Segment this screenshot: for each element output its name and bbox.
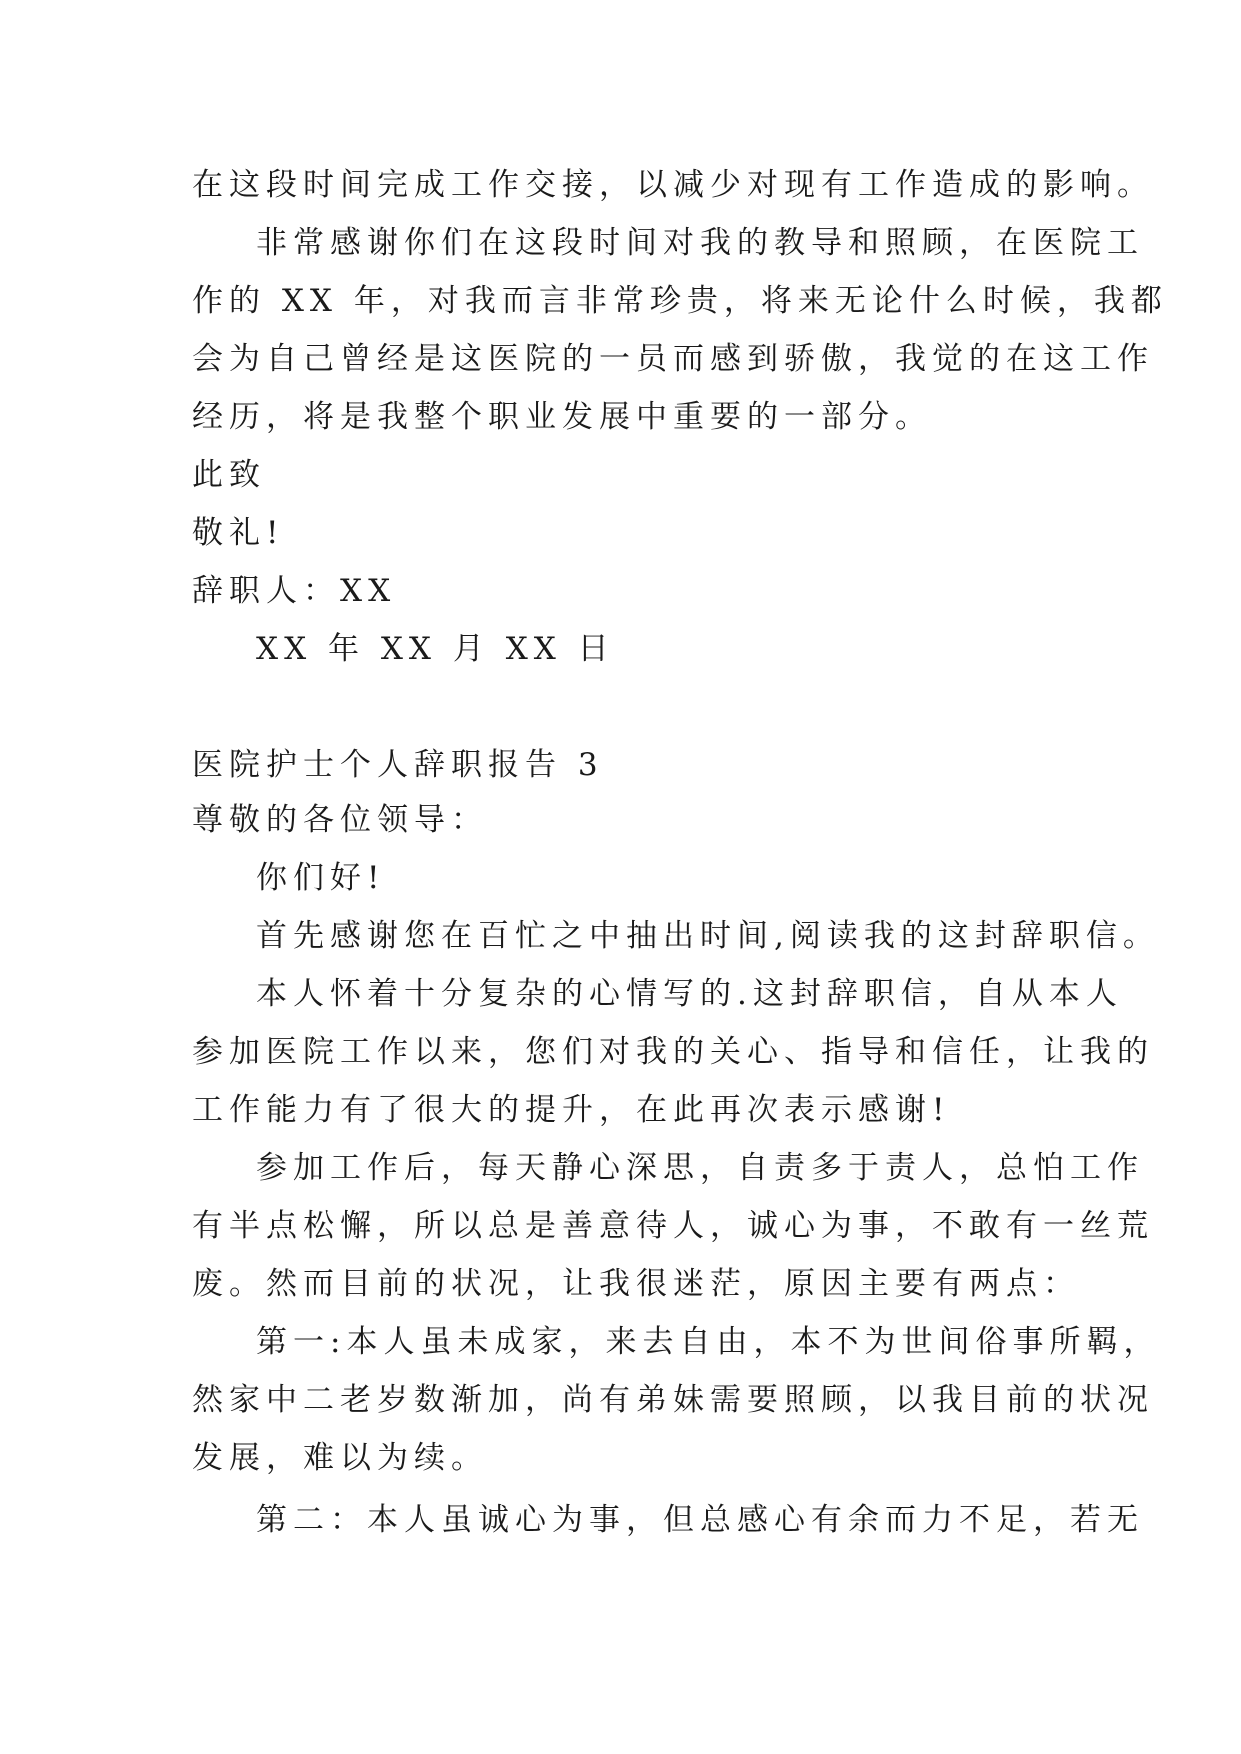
- date-line: XX 年 XX 月 XX 日: [256, 631, 615, 667]
- signature-line: 辞职人：XX: [192, 573, 397, 609]
- paragraph-line: 会为自己曾经是这医院的一员而感到骄傲，我觉的在这工作: [192, 341, 1154, 377]
- paragraph-line: 首先感谢您在百忙之中抽出时间,阅读我的这封辞职信。: [256, 918, 1160, 954]
- closing-salutation: 此致: [192, 457, 266, 493]
- paragraph-line: 废。然而目前的状况，让我很迷茫，原因主要有两点：: [192, 1266, 1080, 1302]
- paragraph-line: 在这段时间完成工作交接，以减少对现有工作造成的影响。: [192, 167, 1154, 203]
- opening-line: 你们好!: [256, 860, 386, 896]
- paragraph-line: 第二：本人虽诚心为事，但总感心有余而力不足，若无: [256, 1502, 1144, 1538]
- paragraph-line: 本人怀着十分复杂的心情写的.这封辞职信，自从本人: [256, 976, 1123, 1012]
- closing-regards: 敬礼!: [192, 515, 285, 551]
- paragraph-line: 非常感谢你们在这段时间对我的教导和照顾，在医院工: [256, 225, 1144, 261]
- paragraph-line: 经历，将是我整个职业发展中重要的一部分。: [192, 399, 932, 435]
- paragraph-line: 参加医院工作以来，您们对我的关心、指导和信任，让我的: [192, 1034, 1154, 1070]
- paragraph-line: 有半点松懈，所以总是善意待人，诚心为事，不敢有一丝荒: [192, 1208, 1154, 1244]
- paragraph-line: 作的 XX 年，对我而言非常珍贵，将来无论什么时候，我都: [192, 283, 1168, 319]
- paragraph-line: 第一:本人虽未成家，来去自由，本不为世间俗事所羁，: [256, 1324, 1161, 1360]
- paragraph-line: 工作能力有了很大的提升，在此再次表示感谢!: [192, 1092, 951, 1128]
- paragraph-line: 参加工作后，每天静心深思，自责多于责人，总怕工作: [256, 1150, 1144, 1186]
- section-title: 医院护士个人辞职报告 3: [192, 747, 604, 783]
- paragraph-line: 然家中二老岁数渐加，尚有弟妹需要照顾，以我目前的状况: [192, 1382, 1154, 1418]
- paragraph-line: 发展，难以为续。: [192, 1440, 488, 1476]
- greeting-line: 尊敬的各位领导：: [192, 802, 488, 838]
